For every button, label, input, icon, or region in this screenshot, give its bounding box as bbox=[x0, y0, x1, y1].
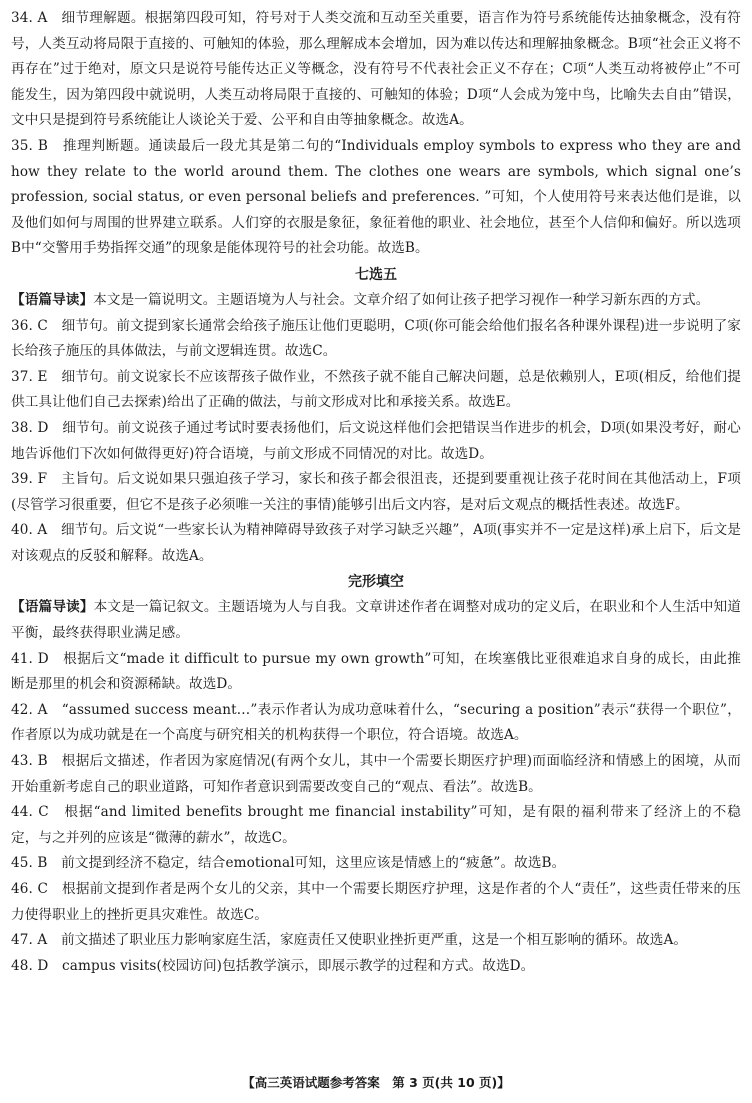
answer-item-36: 36. C 细节句。前文提到家长通常会给孩子施压让他们更聪明，C项(你可能会给他们报名各种课外课程)进一步说明了家长给孩子施压的具体做法，与前文逻辑连贯。故选C。 bbox=[11, 317, 741, 360]
section-lead-reading-guide bbox=[11, 288, 741, 314]
answer-item-40: 40. A 细节句。后文说“一些家长认为精神障碍导致孩子对学习缺乏兴趣”，A项(事实并不一定是这样)承上启下，后文是对该观点的反驳和解释。故选A。 bbox=[11, 522, 741, 564]
answer-item-48: 48. D campus visits(校园访问)包括教学演示，即展示教学的过程和方式。故选D。 bbox=[11, 957, 535, 974]
lead-text: 本文是一篇记叙文。主题语境为人与自我。文章讲述作者在调整对成功的定义后，在职业和个人生活中知道平衡，最终获得职业满足感。 bbox=[11, 599, 741, 642]
answer-item-44: 44. C 根据“and limited benefits brought me financial instability”可知，是有限的福利带来了经济上的不稳定，与之并列的应该是“微薄的薪水”，故选C。 bbox=[11, 804, 741, 846]
answer-item-43: 43. B 根据后文描述，作者因为家庭情况(有两个女儿，其中一个需要长期医疗护理)而面临经济和情感上的困境，从而开始重新考虑自己的职业道路，可知作者意识到需要改变自己的“观点、看法”。故选B。 bbox=[11, 753, 741, 795]
answer-item-46: 46. C 根据前文提到作者是两个女儿的父亲，其中一个需要长期医疗护理，这是作者的个人“责任”，这些责任带来的压力使得职业上的挫折更具灾难性。故选C。 bbox=[11, 881, 741, 923]
answer-item-34: 34. A 细节理解题。根据第四段可知，符号对于人类交流和互动至关重要，语言作为符号系统能传达抽象概念，没有符号，人类互动将局限于直接的、可触知的体验，那么理解成本会增加，因为难以传达和理解抽象概念。B项“社会正义将不再存在”过于绝对，原文只是说符号能传达正义等概念，没有符号不代表社会正义不存在；C项“人类互动将被停止”不可能发生，因为第四段中就说明，人类互动将局限于直接的、可触知的体验；D项“人会成为笼中鸟，比喻失去自由”错误，文中只是提到符号系统能让人谈论关于爱、公平和自由等抽象概念。故选A。 bbox=[11, 10, 741, 129]
lead-text: 本文是一篇说明文。主题语境为人与社会。文章介绍了如何让孩子把学习视作一种学习新东西的方式。 bbox=[93, 291, 710, 308]
answer-item-47: 47. A 前文描述了职业压力影响家庭生活，家庭责任又使职业挫折更严重，这是一个相互影响的循环。故选A。 bbox=[11, 932, 688, 949]
answer-content bbox=[11, 6, 741, 979]
lead-tag: 【语篇导读】 bbox=[11, 599, 94, 616]
section-title-cloze: 完形填空 bbox=[348, 574, 404, 591]
answer-item-38: 38. D 细节句。前文说孩子通过考试时要表扬他们，后文说这样他们会把错误当作进步的机会，D项(如果没考好，耐心地告诉他们下次如何做得更好)符合语境，与前文形成不同情况的对比。故选D。 bbox=[11, 419, 741, 462]
answer-item-35: 35. B 推理判断题。通读最后一段尤其是第二句的“Individuals employ symbols to express who they are and how they relate to the world around them. The clothes one wears are symbols, which signal one’s profession, social status, or even personal beliefs and preferences. ”可知，个人使用符号来表达他们是谁，以及他们如何与周围的世界建立联系。人们穿的衣服是象征，象征着他的职业、社会地位，甚至个人信仰和偏好。所以选项B中“交警用手势指挥交通”的现象是能体现符号的社会功能。故选B。 bbox=[11, 137, 741, 257]
lead-tag: 【语篇导读】 bbox=[11, 291, 94, 308]
section-lead-reading-guide-2 bbox=[11, 595, 741, 646]
answer-item-42: 42. A “assumed success meant…”表示作者认为成功意味着什么，“securing a position”表示“获得一个职位”，作者原以为成功就是在一个高度与研究相关的机构获得一个职位，符合语境。故选A。 bbox=[11, 701, 741, 744]
page-footer: 【高三英语试题参考答案 第 3 页(共 10 页)】 bbox=[242, 1075, 510, 1090]
answer-item-45: 45. B 前文提到经济不稳定，结合emotional可知，这里应该是情感上的“疲惫”。故选B。 bbox=[11, 855, 566, 872]
answer-item-41: 41. D 根据后文“made it difficult to pursue my own growth”可知，在埃塞俄比亚很难追求自身的成长，由此推断是那里的机会和资源稀缺。故选D。 bbox=[11, 650, 741, 693]
section-title-seven-choose-five: 七选五 bbox=[355, 266, 397, 283]
answer-item-37: 37. E 细节句。前文说家长不应该帮孩子做作业，不然孩子就不能自己解决问题，总是依赖别人，E项(相反，给他们提供工具让他们自己去探索)给出了正确的做法，与前文形成对比和承接关系。故选E。 bbox=[11, 368, 741, 411]
answer-item-39: 39. F 主旨句。后文说如果只强迫孩子学习，家长和孩子都会很沮丧，还提到要重视让孩子花时间在其他活动上，F项(尽管学习很重要，但它不是孩子必须唯一关注的事情)能够引出后文内容，是对后文观点的概括性表述。故选F。 bbox=[11, 471, 741, 513]
